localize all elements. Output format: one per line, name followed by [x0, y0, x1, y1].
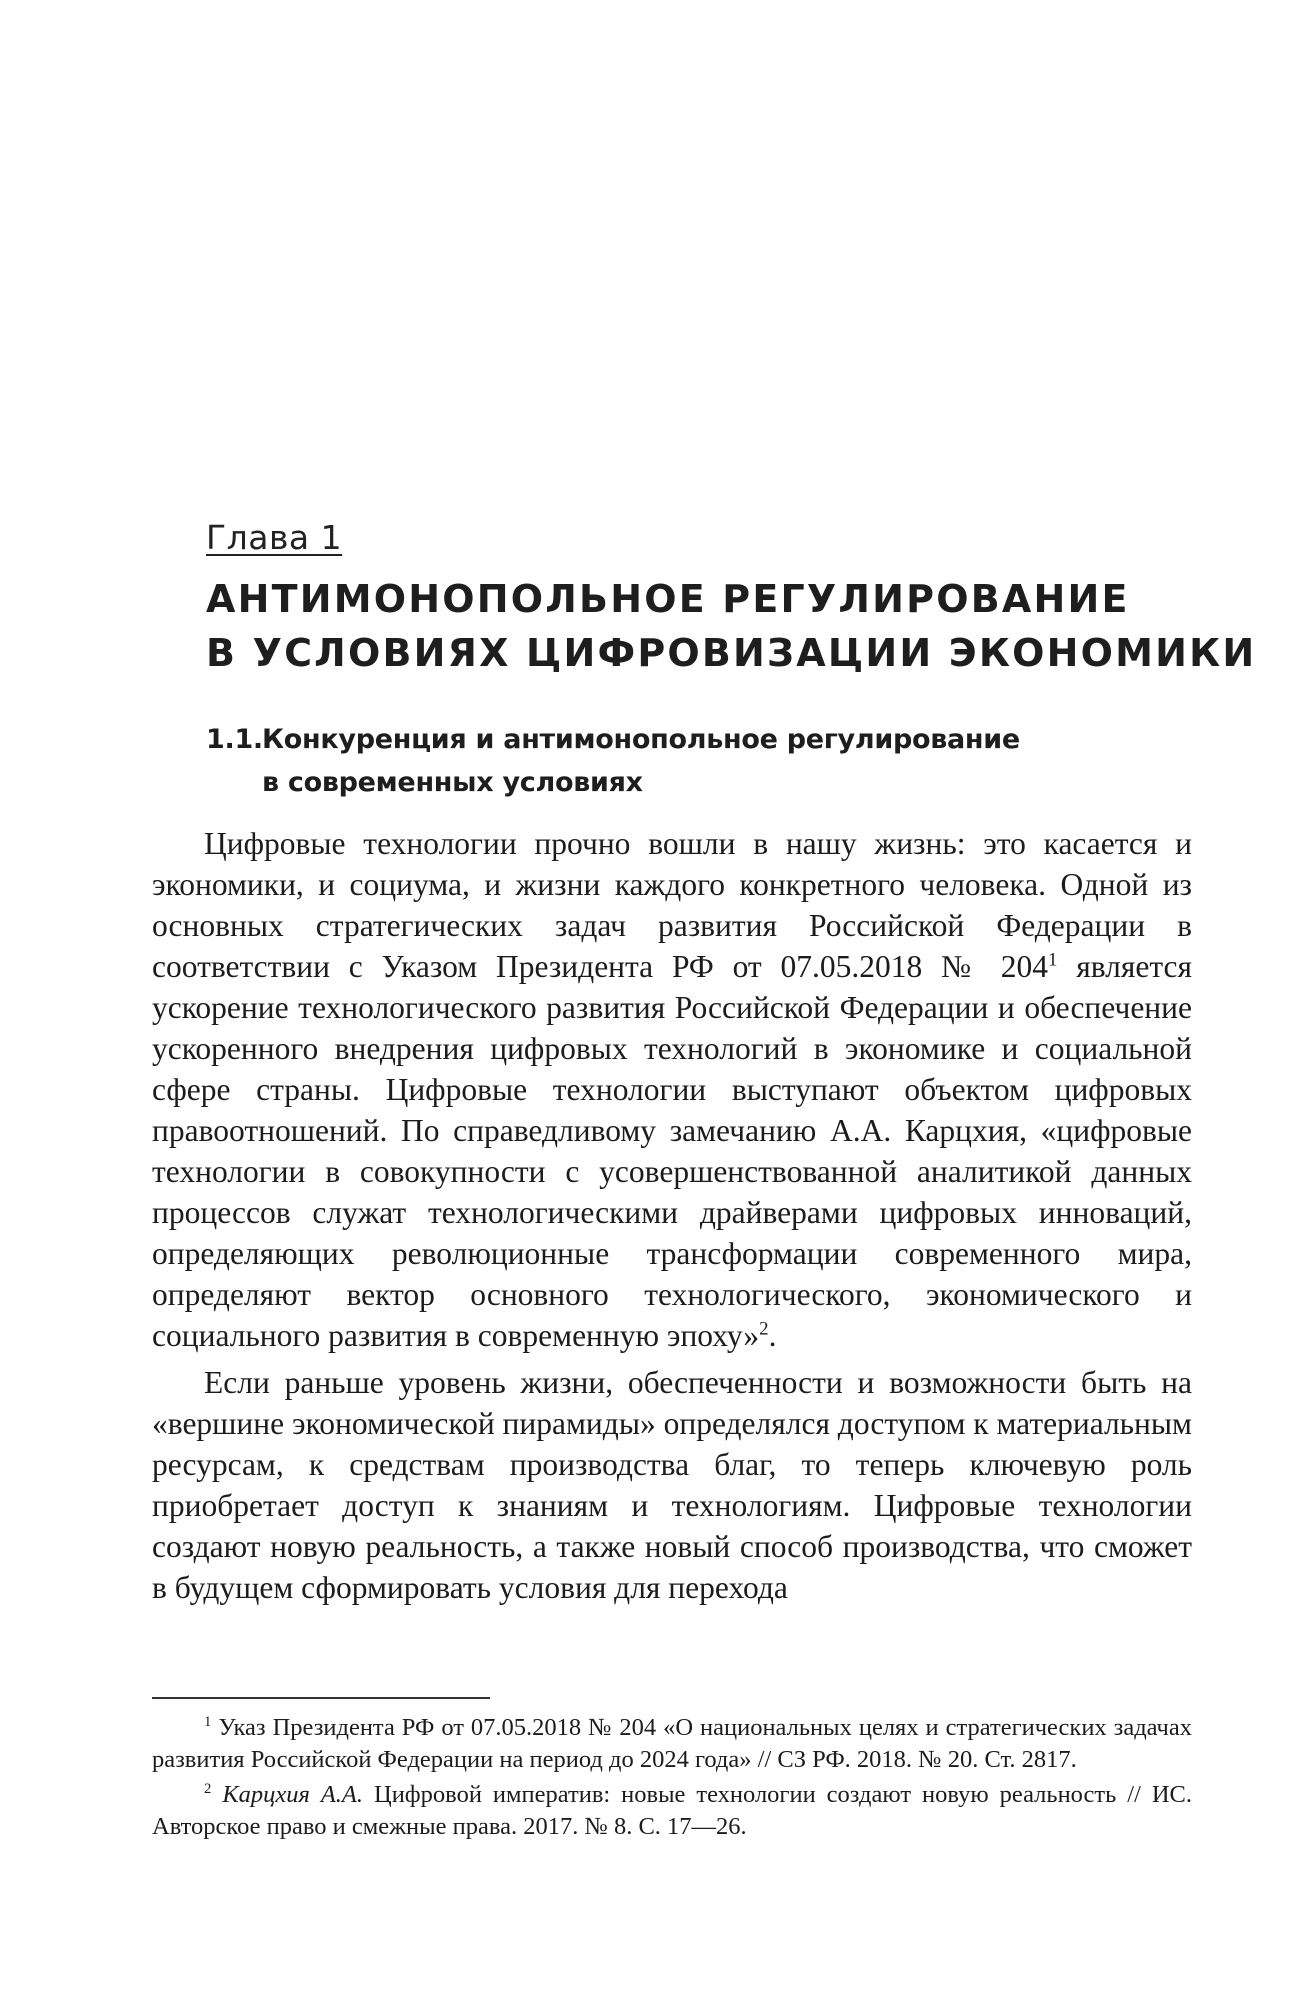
- chapter-title-line-2: В УСЛОВИЯХ ЦИФРОВИЗАЦИИ ЭКОНОМИКИ: [206, 631, 1257, 675]
- paragraph-2: Если раньше уровень жизни, обеспеченности и возможности быть на «вершине экономической пирамиды» определялся доступом к материальным ресурсам, к средствам производства благ, то теперь ключевую роль приобретает доступ к знаниям и технологиям. Цифровые технологии создают новую реальность, а также новый способ производства, что сможет в будущем сформировать условия для перехода: [152, 1365, 1192, 1605]
- paragraph-1-text-c: .: [768, 1318, 777, 1353]
- footnote-ref-2[interactable]: 2: [759, 1318, 769, 1340]
- section-number: 1.1.: [206, 724, 263, 755]
- footnote-2: [152, 1779, 1192, 1843]
- paragraph-1-text-a: Цифровые технологии прочно вошли в нашу жизнь: это касается и экономики, и социума, и жизни каждого конкретного человека. Одной из основных стратегических задач развития Российской Федерации в соответствии с Указом Президента РФ от 07.05.2018 № 204: [152, 826, 1192, 984]
- footnote-marker-2: 2: [204, 1780, 212, 1797]
- footnote-ref-1[interactable]: 1: [1048, 949, 1058, 971]
- chapter-title: [206, 572, 1257, 680]
- footnote-1: [152, 1712, 1192, 1776]
- footnotes: [152, 1712, 1192, 1843]
- chapter-label: Глава 1: [206, 518, 343, 557]
- footnote-divider: [152, 1697, 490, 1699]
- footnote-2-text: Цифровой императив: новые технологии создают новую реальность // ИС. Авторское право и смежные права. 2017. № 8. С. 17—26.: [152, 1781, 1193, 1840]
- paragraph-1: [152, 823, 1192, 1356]
- section-title-line-1: Конкуренция и антимонопольное регулирование: [262, 724, 1020, 755]
- footnote-2-author: Карцхия А.А.: [222, 1781, 364, 1808]
- chapter-title-line-1: АНТИМОНОПОЛЬНОЕ РЕГУЛИРОВАНИЕ: [206, 577, 1130, 621]
- section-title-line-2: в современных условиях: [262, 767, 643, 798]
- footnote-marker-1: 1: [204, 1713, 212, 1730]
- paragraph-1-text-b: является ускорение технологического развития Российской Федерации и обеспечение ускоренного внедрения цифровых технологий в экономике и социальной сфере страны. Цифровые технологии выступают объектом цифровых правоотношений. По справедливому замечанию А.А. Карцхия, «цифровые технологии в совокупности с усовершенствованной аналитикой данных процессов служат технологическими драйверами цифровых инноваций, определяющих революционные трансформации современного мира, определяют вектор основного технологического, экономического и социального развития в современную эпоху»: [152, 949, 1192, 1353]
- footnote-1-text: Указ Президента РФ от 07.05.2018 № 204 «О национальных целях и стратегических задачах развития Российской Федерации на период до 2024 года» // СЗ РФ. 2018. № 20. Ст. 2817.: [152, 1714, 1193, 1773]
- section-heading: [206, 718, 1106, 804]
- section-heading-line-1: [206, 718, 1106, 761]
- body-text: [152, 823, 1192, 1608]
